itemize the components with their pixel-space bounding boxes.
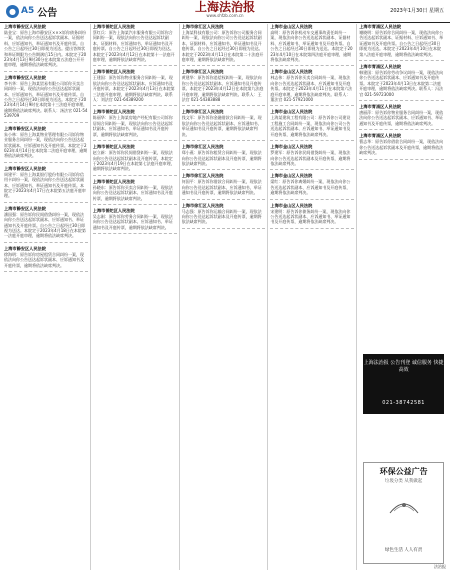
column-3 <box>182 24 269 570</box>
paper-url: www.shfzb.com.cn <box>206 13 244 18</box>
promo-text: 上海法治报 公告刊登 诚信服务 快捷高效 <box>363 360 444 373</box>
public-ad-box <box>363 462 444 564</box>
notice-body: 高明：原告诉你机动车交通事故责任纠纷一案，现依法向你公告送达起诉状副本、证据材料、应诉通知书、举证通知书及开庭传票。自公告之日起经过30日即视为送达。本院定于2023年4月10日在本院第四法庭开庭审理，逾期将依法缺席判决。 <box>270 30 353 63</box>
notice-body: 王建国：原告诉你物业服务合同纠纷一案，现依法向你公告送达起诉状副本、应诉通知书及开庭传票。本院定于2023年4月13日在本院第三法庭开庭审理，逾期将依法缺席判决。联系人：刘法官 021-64389200 <box>92 75 175 103</box>
notice-body: 曹志华：原告诉你借款合同纠纷一案，现依法向你公告送达起诉状副本及开庭传票，逾期将依法缺席判决。 <box>359 139 444 156</box>
notice-court-name: 上海市青浦区人民法院 <box>359 133 402 139</box>
notice-body: 孙晓东：原告诉你买卖合同纠纷一案，现依法向你公告送达起诉状副本、应诉通知书及开庭传票，逾期将依法缺席判决。 <box>92 184 173 201</box>
notice-body: 梁红：原告诉你离婚纠纷一案，现依法向你公告送达起诉状副本、应诉通知书及开庭传票，逾期将依法缺席判决。 <box>270 179 351 196</box>
notice-body: 潘国强：原告诉你民间借贷纠纷一案，现依法向你公告送达起诉状副本、应诉通知书、举证通知书及开庭传票。自公告之日起经过30日即视为送达。本院定于2023年4月18日在本院第一法庭开庭审理，逾期将依法缺席判决。 <box>4 211 86 239</box>
notice-divider <box>182 228 266 229</box>
notice-court-name: 上海市普陀区人民法院 <box>92 69 135 75</box>
ad-title: 环保公益广告 <box>379 467 428 476</box>
court-notice <box>93 69 177 102</box>
notice-divider <box>359 100 444 101</box>
notice-divider <box>270 140 354 141</box>
notice-court-name: 上海市静安区人民法院 <box>4 245 46 251</box>
notice-court-name: 上海市徐汇区人民法院 <box>181 202 224 208</box>
notice-court-name: 上海市徐汇区人民法院 <box>181 144 224 150</box>
court-notice <box>182 203 266 225</box>
notice-court-name: 上海市金山区人民法院 <box>270 24 313 29</box>
court-notice <box>270 109 354 137</box>
notice-divider <box>93 233 177 234</box>
notice-court-name: 上海市徐汇区人民法院 <box>181 109 224 115</box>
notice-columns <box>4 24 446 570</box>
notice-divider <box>359 129 444 130</box>
notice-body: 黄建华：原告诉你追偿权纠纷一案，现依法向你公告送达起诉状副本、应诉通知书及开庭传票。本院定于2023年4月12日在本院第九法庭开庭审理，逾期将依法缺席判决。联系人：王法官 021-54383888 <box>181 75 264 103</box>
notice-body: 罗建军：原告诉你民间借贷纠纷一案，现依法向你公告送达起诉状副本及开庭传票，逾期将依法缺席判决。 <box>270 150 351 166</box>
notice-court-name: 上海市静安区人民法院 <box>4 74 46 80</box>
notice-court-name: 上海市金山区人民法院 <box>270 144 313 150</box>
notice-body: 陆金宝：原告上海市静安区×××诉你债务纠纷一案，依法向你公告送达起诉状副本、证据材料、应诉通知书、举证通知书及开庭传票。自公告之日起经过30日即视为送达。提出答辩状和举证期限为公告期满后15日内。本院定于2023年4月13日9时30分在本院第五法庭公开开庭审理，逾期将依法缺席判决。 <box>4 30 87 68</box>
notice-body: 何国平：原告诉你借款合同纠纷一案，现依法向你公告送达起诉状副本、应诉通知书、举证通知书及开庭传票，逾期将依法缺席判决。 <box>181 179 262 196</box>
notice-body: 上海某科技有限公司：原告诉你公司服务合同纠纷一案，现依法向你公司公告送达起诉状副本、证据材料、应诉通知书、举证通知书及开庭传票。自公告之日起经过30日即视为送达。本院定于2023年4月11日在本院第二十法庭开庭审理，逾期将依法缺席判决。 <box>181 30 264 63</box>
notice-body: 上海某建筑工程有限公司：原告诉你公司建设工程施工合同纠纷一案，现依法向你公司公告送达起诉状副本、应诉通知书、举证通知书及开庭传票，逾期将依法缺席判决。 <box>270 115 351 137</box>
notice-court-name: 上海市静安区人民法院 <box>4 24 46 29</box>
court-notice <box>359 133 444 155</box>
issue-date: 2023年1月30日 星期五 <box>390 8 444 14</box>
court-notice <box>270 203 354 225</box>
notice-court-name: 上海市普陀区人民法院 <box>92 207 135 213</box>
notice-divider <box>359 159 444 160</box>
ad-slogan: 绿色生活 人人有责 <box>384 548 423 553</box>
promo-phone: 021-38742581 <box>382 400 425 406</box>
notice-court-name: 上海市静安区人民法院 <box>4 165 46 171</box>
column-2 <box>93 24 180 570</box>
notice-court-name: 上海市青浦区人民法院 <box>359 24 402 29</box>
notice-body: 蔡红兵：原告上海某汽车服务有限公司诉你合同纠纷一案，现依法向你公告送达起诉状副本、证据材料、应诉通知书、举证通知书及开庭传票。自公告之日起经过30日即视为送达。本院定于2023年4月12日在本院第十一法庭开庭审理，逾期将依法缺席判决。 <box>92 30 175 63</box>
notice-court-name: 上海市青浦区人民法院 <box>359 64 402 70</box>
court-notice <box>4 166 88 199</box>
promo-block <box>363 354 444 414</box>
notice-divider <box>182 140 266 141</box>
court-notice <box>4 24 88 68</box>
notice-body: 钱文军：原告诉你金融借款合同纠纷一案，现依法向你公告送达起诉状副本、应诉通知书、举证通知书及开庭传票，逾期将依法缺席判决。 <box>181 115 262 137</box>
notice-body: 宋建明：原告诉你债务纠纷一案，现依法向你公告送达起诉状副本、应诉通知书、举证通知书及开庭传票，逾期将依法缺席判决。 <box>270 208 351 225</box>
footer-mark: 法治报 <box>434 564 446 569</box>
page-indicator <box>6 3 57 19</box>
notice-divider <box>4 162 88 163</box>
notice-body: 陈丽华：原告上海某房地产经纪有限公司诉你居间合同纠纷一案，现依法向你公告送达起诉状副本、应诉通知书、举证通知书及开庭传票，逾期将依法缺席判决。 <box>92 115 173 137</box>
court-notice <box>270 173 354 195</box>
column-1 <box>4 24 91 570</box>
court-notice <box>182 69 266 102</box>
notice-body: 郑小燕：原告诉你租赁合同纠纷一案，现依法向你公告送达起诉状副本及开庭传票，逾期将依法缺席判决。 <box>181 150 262 166</box>
court-notice <box>93 109 177 137</box>
court-notice <box>359 24 444 57</box>
court-notice <box>93 24 177 62</box>
notice-divider <box>93 105 177 106</box>
section-label: 公告 <box>37 7 58 19</box>
ad-subtitle: 垃圾分类 从我做起 <box>384 479 423 484</box>
notice-divider <box>182 169 266 170</box>
notice-court-name: 上海市静安区人民法院 <box>4 205 46 211</box>
notice-court-name: 上海市普陀区人民法院 <box>92 109 135 115</box>
notice-divider <box>270 105 354 106</box>
notice-body: 李书华：原告上海某贸易有限公司诉你买卖合同纠纷一案，现依法向你公告送达起诉状副本、应诉通知书、举证通知书及开庭传票。自公告之日起经过30日即视为送达。本院定于2023年4月14日9时在本院第十三法庭开庭审理，逾期将依法缺席判决。联系人：汤法官 021-54539709 <box>4 80 88 119</box>
notice-body: 林志伟：原告诉你买卖合同纠纷一案，现依法向你公告送达起诉状副本、应诉通知书及开庭传票。本院定于2023年4月11日在本院第六法庭开庭审理，逾期将依法缺席判决。联系人：董法官 021-57921000 <box>270 75 353 103</box>
notice-court-name: 上海市金山区人民法院 <box>270 109 313 115</box>
notice-divider <box>93 140 177 141</box>
page-badge-icon: ● <box>6 5 19 18</box>
notice-body: 徐海明：原告诉你房屋租赁合同纠纷一案，现依法向你公告送达起诉状副本、应诉通知书及开庭传票，逾期将依法缺席判决。 <box>4 251 84 268</box>
court-notice <box>93 208 177 230</box>
notice-divider <box>270 169 354 170</box>
notice-body: 周建平：原告上海某银行股份有限公司诉你信用卡纠纷一案，现依法向你公告送达起诉状副本、应诉通知书、举证通知书及开庭传票。本院定于2023年4月17日在本院第五法庭开庭审理。 <box>4 171 86 199</box>
notice-body: 赵立新：原告诉你民间借贷纠纷一案，现依法向你公告送达起诉状副本及开庭传票。本院定于2023年4月19日在本院第七法庭开庭审理，逾期将依法缺席判决。 <box>92 150 175 172</box>
notice-court-name: 上海市徐汇区人民法院 <box>181 69 224 75</box>
recycle-illustration-icon <box>384 493 424 517</box>
masthead <box>0 0 450 23</box>
court-notice <box>270 69 354 102</box>
notice-divider <box>4 71 88 72</box>
paper-logo <box>180 2 270 18</box>
notice-court-name: 上海市徐汇区人民法院 <box>181 173 224 179</box>
court-notice <box>270 24 354 62</box>
notice-divider <box>182 199 266 200</box>
notice-court-name: 上海市金山区人民法院 <box>270 173 313 179</box>
notice-court-name: 上海市普陀区人民法院 <box>92 178 135 184</box>
court-notice <box>182 144 266 166</box>
notice-court-name: 上海市金山区人民法院 <box>270 202 313 208</box>
notice-body: 韩建国：原告诉你劳动争议纠纷一案，现依法向你公告送达起诉状副本、应诉通知书及开庭传票。本院定于2023年4月13日在本院第二法庭开庭审理，逾期将依法缺席判决。联系人：冯法官 021-59723000 <box>359 70 444 97</box>
notice-body: 唐丽萍：原告诉你物业服务合同纠纷一案，现依法向你公告送达起诉状副本、应诉通知书、举证通知书及开庭传票，逾期将依法缺席判决。 <box>359 110 444 126</box>
notice-court-name: 上海市金山区人民法院 <box>270 69 313 75</box>
notice-divider <box>4 122 88 123</box>
court-notice <box>182 173 266 195</box>
notice-court-name: 上海市徐汇区人民法院 <box>181 24 224 29</box>
court-notice <box>4 126 88 159</box>
paper-name: 上海法治报 <box>194 0 255 14</box>
page-number: A5 <box>21 6 35 16</box>
notice-divider <box>182 105 266 106</box>
notice-divider <box>270 228 354 229</box>
notice-divider <box>4 202 88 203</box>
notice-court-name: 上海市普陀区人民法院 <box>92 24 135 29</box>
notice-body: 朱小林：原告上海某物业管理有限公司诉你物业服务合同纠纷一案，现依法向你公告送达起诉状副本、应诉通知书及开庭传票。本院定于2023年4月14日在本院第二法庭开庭审理，逾期将依法缺席判决。 <box>4 131 88 159</box>
court-notice <box>270 144 354 166</box>
notice-body: 谢晓明：原告诉你合同纠纷一案，现依法向你公告送达起诉状副本、证据材料、应诉通知书、举证通知书及开庭传票。自公告之日起经过30日即视为送达。本院定于2023年4月10日在本院第八法庭开庭审理，逾期将依法缺席判决。 <box>359 30 444 57</box>
court-notice <box>4 206 88 239</box>
notice-divider <box>4 271 88 272</box>
notice-court-name: 上海市静安区人民法院 <box>4 125 46 131</box>
notice-body: 吴志刚：原告诉你劳务合同纠纷一案，现依法向你公告送达起诉状副本、应诉通知书、举证通知书及开庭传票，逾期将依法缺席判决。 <box>92 213 173 230</box>
notice-divider <box>182 65 266 66</box>
court-notice <box>359 64 444 97</box>
notice-divider <box>93 204 177 205</box>
court-notice <box>182 109 266 137</box>
notice-divider <box>359 60 444 61</box>
column-5 <box>359 24 446 570</box>
court-notice <box>4 75 88 119</box>
notice-divider <box>4 242 88 243</box>
notice-divider <box>270 65 354 66</box>
court-notice <box>4 246 88 268</box>
court-notice <box>182 24 266 62</box>
notice-divider <box>93 175 177 176</box>
notice-court-name: 上海市普陀区人民法院 <box>92 144 135 150</box>
notice-body: 马志强：原告诉你运输合同纠纷一案，现依法向你公告送达起诉状副本及开庭传票，逾期将依法缺席判决。 <box>181 208 262 225</box>
notice-court-name: 上海市青浦区人民法院 <box>359 104 402 110</box>
column-4 <box>270 24 357 570</box>
court-notice <box>93 179 177 201</box>
notice-divider <box>270 199 354 200</box>
court-notice <box>359 104 444 126</box>
notice-divider <box>93 65 177 66</box>
court-notice <box>93 144 177 172</box>
